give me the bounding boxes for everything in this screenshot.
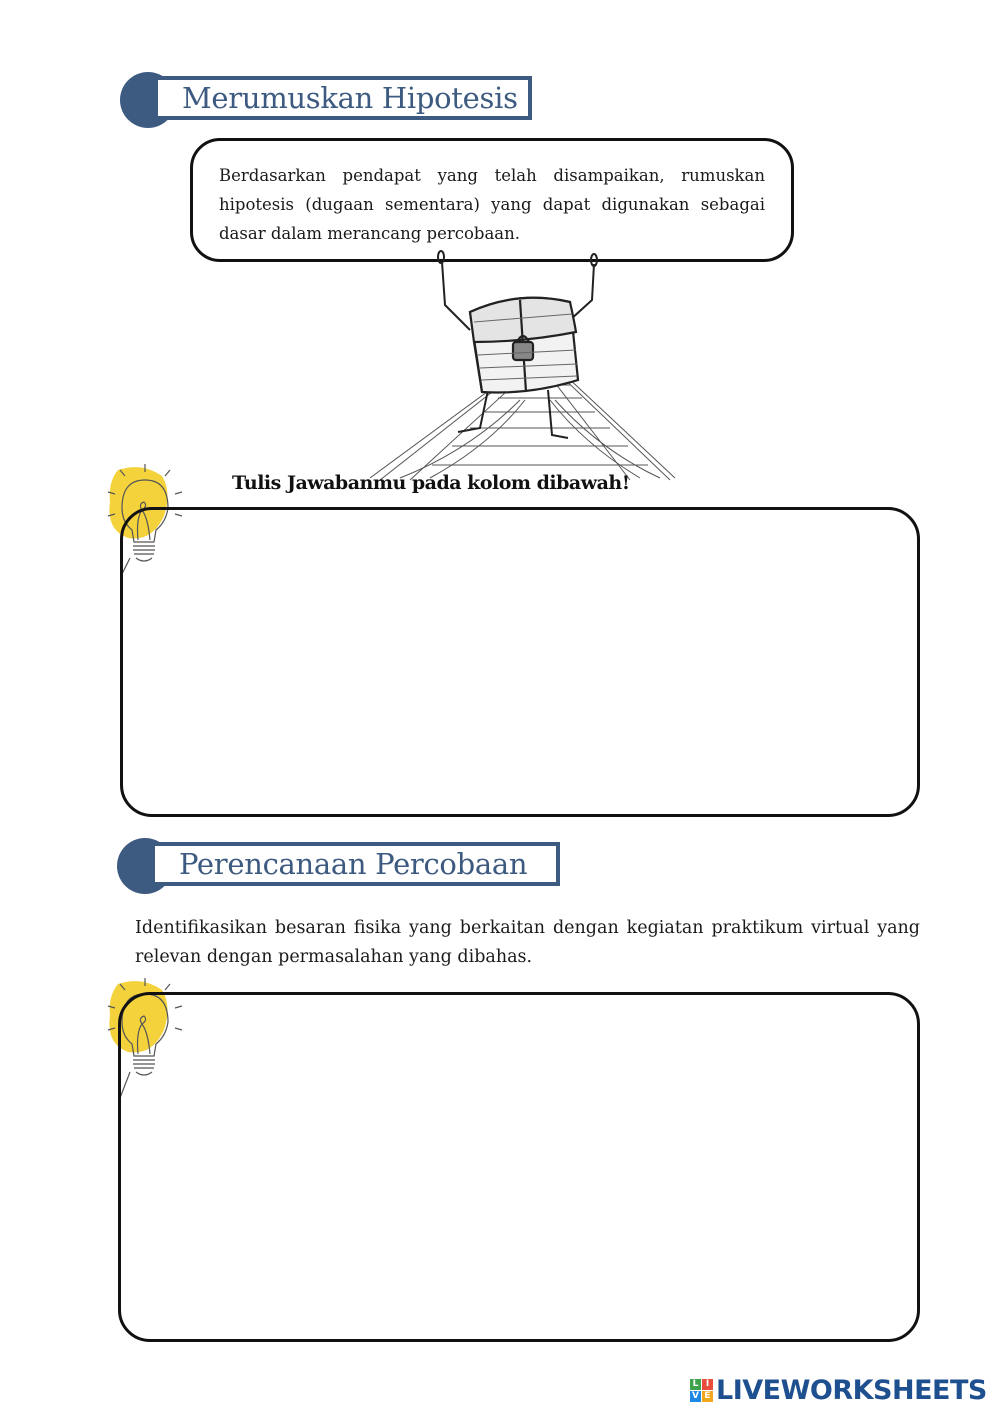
liveworksheets-logo-icon: L I V E bbox=[690, 1379, 713, 1402]
treasure-chest-illustration bbox=[370, 250, 680, 482]
hypothesis-answer-box[interactable] bbox=[120, 507, 920, 817]
answer-instruction: Tulis Jawabanmu pada kolom dibawah! bbox=[232, 472, 630, 494]
header-title-box bbox=[155, 842, 560, 886]
planning-answer-box[interactable] bbox=[118, 992, 920, 1342]
hypothesis-prompt-text: Berdasarkan pendapat yang telah disampaikan, rumuskan hipotesis (dugaan sementara) yang dapat digunakan sebagai dasar dalam merancang percobaan. bbox=[219, 166, 765, 243]
hypothesis-prompt-bubble bbox=[190, 138, 794, 262]
liveworksheets-logo[interactable] bbox=[690, 1372, 987, 1408]
logo-text: LIVEWORKSHEETS bbox=[716, 1374, 987, 1406]
header-title-box bbox=[158, 76, 532, 120]
section-title-hipotesis: Merumuskan Hipotesis bbox=[182, 81, 518, 115]
planning-prompt-text: Identifikasikan besaran fisika yang berkaitan dengan kegiatan praktikum virtual yang relevan dengan permasalahan yang dibahas. bbox=[135, 918, 920, 967]
section-title-perencanaan: Perencanaan Percobaan bbox=[179, 847, 528, 881]
